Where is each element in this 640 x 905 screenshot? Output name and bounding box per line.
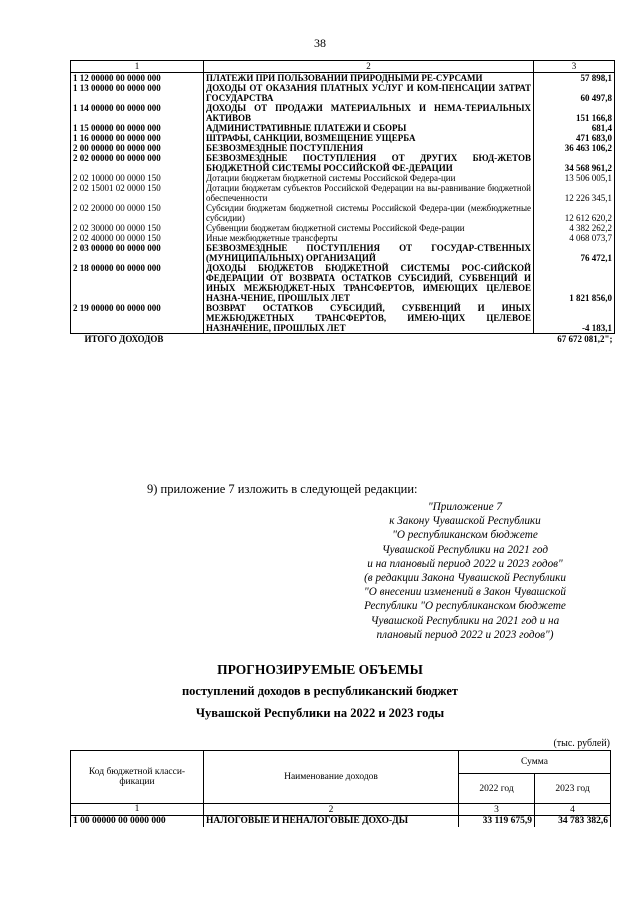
row-code: 2 02 10000 00 0000 150 bbox=[71, 173, 204, 183]
doc-subheading: поступлений доходов в республиканский бюджет bbox=[181, 684, 459, 698]
row-name: ШТРАФЫ, САНКЦИИ, ВОЗМЕЩЕНИЕ УЩЕРБА bbox=[204, 133, 534, 143]
row-name: БЕЗВОЗМЕЗДНЫЕ ПОСТУПЛЕНИЯ ОТ ГОСУДАР-СТВЕННЫХ (МУНИЦИПАЛЬНЫХ) ОРГАНИЗАЦИЙ bbox=[204, 243, 534, 263]
appendix-line: Чувашской Республики на 2021 год bbox=[381, 543, 549, 556]
header-col-2: 2 bbox=[204, 61, 534, 73]
doc-heading: ПРОГНОЗИРУЕМЫЕ ОБЪЕМЫ bbox=[217, 662, 423, 677]
row-amount: 4 068 073,7 bbox=[534, 233, 615, 243]
appendix-line: плановый период 2022 и 2023 годов") bbox=[376, 628, 554, 641]
forecast-num-row bbox=[71, 804, 611, 816]
total-row bbox=[71, 334, 615, 345]
row-amount: 76 472,1 bbox=[534, 243, 615, 263]
forecast-header-row bbox=[71, 751, 611, 774]
row-name: БЕЗВОЗМЕЗДНЫЕ ПОСТУПЛЕНИЯ bbox=[204, 143, 534, 153]
doc-subheading-2: Чувашской Республики на 2022 и 2023 годы bbox=[195, 706, 445, 720]
row-name: ВОЗВРАТ ОСТАТКОВ СУБСИДИЙ, СУБВЕНЦИЙ И ИНЫХ МЕЖБЮДЖЕТНЫХ ТРАНСФЕРТОВ, ИМЕЮ-ЩИХ ЦЕЛЕВОЕ НАЗНАЧЕНИЕ, ПРОШЛЫХ ЛЕТ bbox=[204, 303, 534, 334]
col-code-header: Код бюджетной класси-фикации bbox=[71, 751, 204, 804]
row-code: 1 16 00000 00 0000 000 bbox=[71, 133, 204, 143]
row-amount: 12 612 620,2 bbox=[534, 203, 615, 223]
appendix-line: (в редакции Закона Чувашской Республики bbox=[364, 572, 566, 585]
table-row bbox=[71, 133, 615, 143]
col-sum-header: Сумма bbox=[459, 751, 611, 774]
row-code: 2 02 30000 00 0000 150 bbox=[71, 223, 204, 233]
table-row bbox=[71, 263, 615, 303]
appendix-line: Республики "О республиканском бюджете bbox=[364, 600, 566, 613]
forecast-2023: 34 783 382,6 bbox=[535, 816, 611, 828]
appendix-line: "Приложение 7 bbox=[427, 501, 503, 513]
forecast-name: НАЛОГОВЫЕ И НЕНАЛОГОВЫЕ ДОХО-ДЫ bbox=[204, 816, 459, 828]
table-row bbox=[71, 233, 615, 243]
appendix-line: и на плановый период 2022 и 2023 годов" bbox=[367, 557, 563, 570]
num-col-3: 3 bbox=[459, 804, 535, 816]
row-amount: 13 506 005,1 bbox=[534, 173, 615, 183]
row-amount: 4 382 262,2 bbox=[534, 223, 615, 233]
row-name: Субсидии бюджетам бюджетной системы Российской Федера-ции (межбюджетные субсидии) bbox=[204, 203, 534, 223]
col-2023-header: 2023 год bbox=[535, 774, 611, 804]
row-name: Иные межбюджетные трансферты bbox=[204, 233, 534, 243]
row-name: ДОХОДЫ ОТ ОКАЗАНИЯ ПЛАТНЫХ УСЛУГ И КОМ-ПЕНСАЦИИ ЗАТРАТ ГОСУДАРСТВА bbox=[204, 83, 534, 103]
appendix-line: к Закону Чувашской Республики bbox=[389, 515, 541, 528]
row-code: 2 02 40000 00 0000 150 bbox=[71, 233, 204, 243]
num-col-2: 2 bbox=[204, 804, 459, 816]
forecast-row bbox=[71, 816, 611, 828]
row-amount: 60 497,8 bbox=[534, 83, 615, 103]
forecast-code: 1 00 00000 00 0000 000 bbox=[71, 816, 204, 828]
row-name: Дотации бюджетам субъектов Российской Федерации на вы-равнивание бюджетной обеспеченности bbox=[204, 183, 534, 203]
table-row bbox=[71, 143, 615, 153]
row-code: 1 15 00000 00 0000 000 bbox=[71, 123, 204, 133]
row-amount: -4 183,1 bbox=[534, 303, 615, 334]
table-row bbox=[71, 83, 615, 103]
total-amount: 67 672 081,2"; bbox=[557, 334, 613, 344]
forecast-table bbox=[70, 750, 611, 827]
num-col-4: 4 bbox=[535, 804, 611, 816]
row-name: ДОХОДЫ ОТ ПРОДАЖИ МАТЕРИАЛЬНЫХ И НЕМА-ТЕРИАЛЬНЫХ АКТИВОВ bbox=[204, 103, 534, 123]
row-name: ДОХОДЫ БЮДЖЕТОВ БЮДЖЕТНОЙ СИСТЕМЫ РОС-СИЙСКОЙ ФЕДЕРАЦИИ ОТ ВОЗВРАТА ОСТАТКОВ СУБСИДИЙ, СУБВЕНЦИЙ И ИНЫХ МЕЖБЮДЖЕТ-НЫХ ТРАНСФЕРТОВ, ИМЕЮЩИХ ЦЕЛЕВОЕ НАЗНА-ЧЕНИЕ, ПРОШЛЫХ ЛЕТ bbox=[204, 263, 534, 303]
row-amount: 1 821 856,0 bbox=[534, 263, 615, 303]
table-row bbox=[71, 103, 615, 123]
appendix-line: Чувашской Республики на 2021 год и на bbox=[370, 614, 560, 627]
table-row bbox=[71, 183, 615, 203]
row-code: 2 02 00000 00 0000 000 bbox=[71, 153, 204, 173]
table-row bbox=[71, 153, 615, 173]
unit-label: (тыс. рублей) bbox=[553, 738, 610, 749]
row-name: ПЛАТЕЖИ ПРИ ПОЛЬЗОВАНИИ ПРИРОДНЫМИ РЕ-СУРСАМИ bbox=[204, 73, 534, 84]
table-row bbox=[71, 123, 615, 133]
row-code: 2 02 20000 00 0000 150 bbox=[71, 203, 204, 223]
col-name-header: Наименование доходов bbox=[204, 751, 459, 804]
row-amount: 12 226 345,1 bbox=[534, 183, 615, 203]
row-name: АДМИНИСТРАТИВНЫЕ ПЛАТЕЖИ И СБОРЫ bbox=[204, 123, 534, 133]
table-header-row bbox=[71, 61, 615, 73]
row-code: 2 18 00000 00 0000 000 bbox=[71, 263, 204, 303]
num-col-1: 1 bbox=[71, 804, 204, 816]
table-row bbox=[71, 243, 615, 263]
row-code: 1 14 00000 00 0000 000 bbox=[71, 103, 204, 123]
row-amount: 151 166,8 bbox=[534, 103, 615, 123]
row-amount: 471 683,0 bbox=[534, 133, 615, 143]
table-row bbox=[71, 73, 615, 84]
appendix-line: "О республиканском бюджете bbox=[392, 529, 538, 542]
appendix-line: "О внесении изменений в Закон Чувашской bbox=[364, 586, 566, 599]
table-row bbox=[71, 173, 615, 183]
forecast-2022: 33 119 675,9 bbox=[459, 816, 535, 828]
amendment-paragraph: 9) приложение 7 изложить в следующей редакции: bbox=[147, 482, 418, 496]
row-code: 2 02 15001 02 0000 150 bbox=[71, 183, 204, 203]
row-code: 2 19 00000 00 0000 000 bbox=[71, 303, 204, 334]
row-name: Субвенции бюджетам бюджетной системы Российской Феде-рации bbox=[204, 223, 534, 233]
row-amount: 57 898,1 bbox=[534, 73, 615, 84]
header-col-3: 3 bbox=[534, 61, 615, 73]
total-label: ИТОГО ДОХОДОВ bbox=[84, 334, 164, 344]
page-number: 38 bbox=[314, 36, 326, 50]
row-name: Дотации бюджетам бюджетной системы Российской Федера-ции bbox=[204, 173, 534, 183]
col-2022-header: 2022 год bbox=[459, 774, 535, 804]
row-code: 2 00 00000 00 0000 000 bbox=[71, 143, 204, 153]
row-code: 1 12 00000 00 0000 000 bbox=[71, 73, 204, 84]
table-row bbox=[71, 223, 615, 233]
table-row bbox=[71, 303, 615, 334]
revenue-table bbox=[70, 60, 615, 344]
row-amount: 34 568 961,2 bbox=[534, 153, 615, 173]
row-code: 2 03 00000 00 0000 000 bbox=[71, 243, 204, 263]
row-amount: 681,4 bbox=[534, 123, 615, 133]
row-amount: 36 463 106,2 bbox=[534, 143, 615, 153]
header-col-1: 1 bbox=[71, 61, 204, 73]
table-row bbox=[71, 203, 615, 223]
row-name: БЕЗВОЗМЕЗДНЫЕ ПОСТУПЛЕНИЯ ОТ ДРУГИХ БЮД-ЖЕТОВ БЮДЖЕТНОЙ СИСТЕМЫ РОССИЙСКОЙ ФЕ-ДЕРАЦИИ bbox=[204, 153, 534, 173]
row-code: 1 13 00000 00 0000 000 bbox=[71, 83, 204, 103]
appendix-note bbox=[320, 500, 610, 642]
